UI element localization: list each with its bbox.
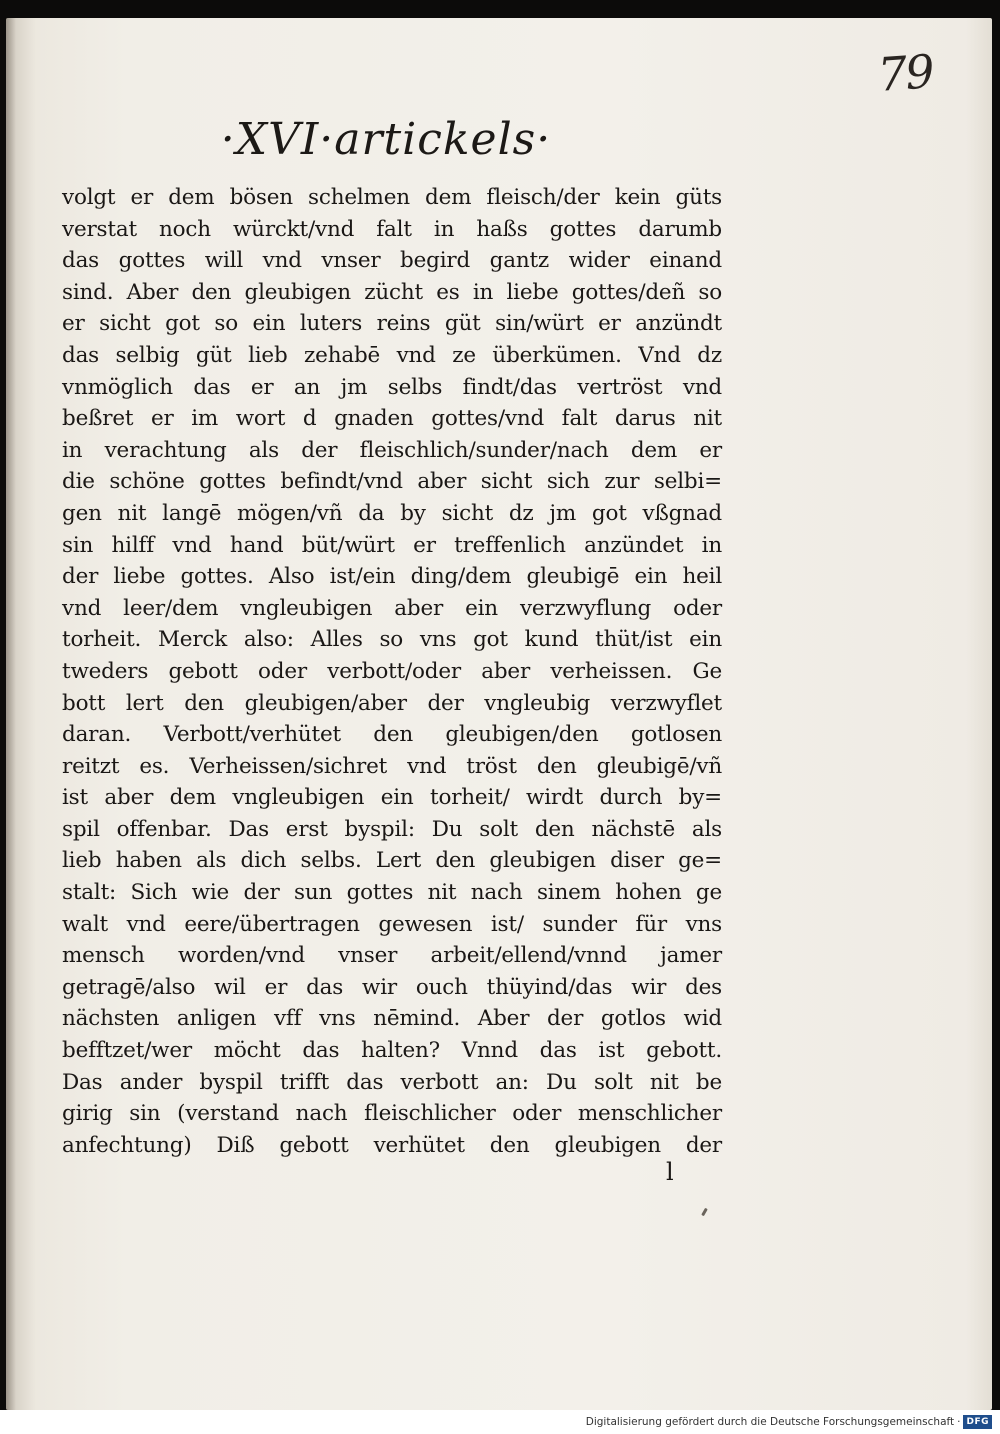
text-line: sind. Aber den gleubigen zücht es in liebe gottes/deñ so: [62, 279, 722, 305]
text-line: tweders gebott oder verbott/oder aber verheissen. Ge: [62, 658, 722, 684]
text-line: beßret er im wort d gnaden gottes/vnd falt darus nit: [62, 406, 722, 432]
text-line: in verachtung als der fleischlich/sunder/nach dem er: [62, 437, 722, 463]
text-line: sin hilff vnd hand büt/würt er treffenlich anzündet in: [62, 532, 722, 558]
text-line: anfechtung) Diß gebott verhütet den gleubigen der: [62, 1132, 722, 1158]
text-line: bott lert den gleubigen/aber der vngleubig verzwyflet: [62, 690, 722, 716]
text-line: er sicht got so ein luters reins güt sin/würt er anzündt: [62, 311, 722, 337]
credit-text: Digitalisierung gefördert durch die Deutsche Forschungsgemeinschaft: [585, 1416, 955, 1428]
text-line: gen nit langē mögen/vñ da by sicht dz jm got vßgnad: [62, 500, 722, 526]
text-line: das gottes will vnd vnser begird gantz wider einand: [62, 248, 722, 274]
text-line: daran. Verbott/verhütet den gleubigen/den gotlosen: [62, 722, 722, 748]
text-line: nächsten anligen vff vns nēmind. Aber der gotlos wid: [62, 1006, 722, 1032]
text-line: girig sin (verstand nach fleischlicher oder menschlicher: [62, 1101, 722, 1127]
ink-speck: [701, 1208, 708, 1216]
text-line: lieb haben als dich selbs. Lert den gleubigen diser ge=: [62, 848, 722, 874]
text-line: verstat noch würckt/vnd falt in haßs gottes darumb: [62, 216, 722, 242]
text-line: ist aber dem vngleubigen ein torheit/ wirdt durch by=: [62, 785, 722, 811]
text-line: der liebe gottes. Also ist/ein ding/dem gleubigē ein heil: [62, 564, 722, 590]
text-line: das selbig güt lieb zehabē vnd ze überkümen. Vnd dz: [62, 342, 722, 368]
body-text: [62, 182, 722, 1161]
text-line: walt vnd eere/übertragen gewesen ist/ sunder für vns: [62, 911, 722, 937]
text-line: stalt: Sich wie der sun gottes nit nach sinem hohen ge: [62, 880, 722, 906]
text-line: getragē/also wil er das wir ouch thüyind/das wir des: [62, 974, 722, 1000]
book-page: [6, 18, 992, 1410]
text-line: befftzet/wer möcht das halten? Vnnd das ist gebott.: [62, 1038, 722, 1064]
credit-separator: ·: [957, 1416, 961, 1428]
credit-bar: [0, 1410, 1000, 1434]
text-line: reitzt es. Verheissen/sichret vnd tröst den gleubigē/vñ: [62, 753, 722, 779]
text-line: mensch worden/vnd vnser arbeit/ellend/vnnd jamer: [62, 943, 722, 969]
text-line: vnd leer/dem vngleubigen aber ein verzwyflung oder: [62, 595, 722, 621]
folio-number: 79: [876, 44, 935, 102]
text-line: vnmöglich das er an jm selbs findt/das vertröst vnd: [62, 374, 722, 400]
text-line: spil offenbar. Das erst byspil: Du solt den nächstē als: [62, 816, 722, 842]
text-line: die schöne gottes befindt/vnd aber sicht sich zur selbi=: [62, 469, 722, 495]
text-line: volgt er dem bösen schelmen dem fleisch/der kein güts: [62, 185, 722, 210]
text-line: torheit. Merck also: Alles so vns got kund thüt/ist ein: [62, 627, 722, 653]
catchword: l: [666, 1158, 674, 1186]
dfg-logo-icon: DFG: [963, 1415, 992, 1429]
text-line: Das ander byspil trifft das verbott an: Du solt nit be: [62, 1069, 722, 1095]
running-head: ·XVI·artickels·: [220, 114, 552, 165]
